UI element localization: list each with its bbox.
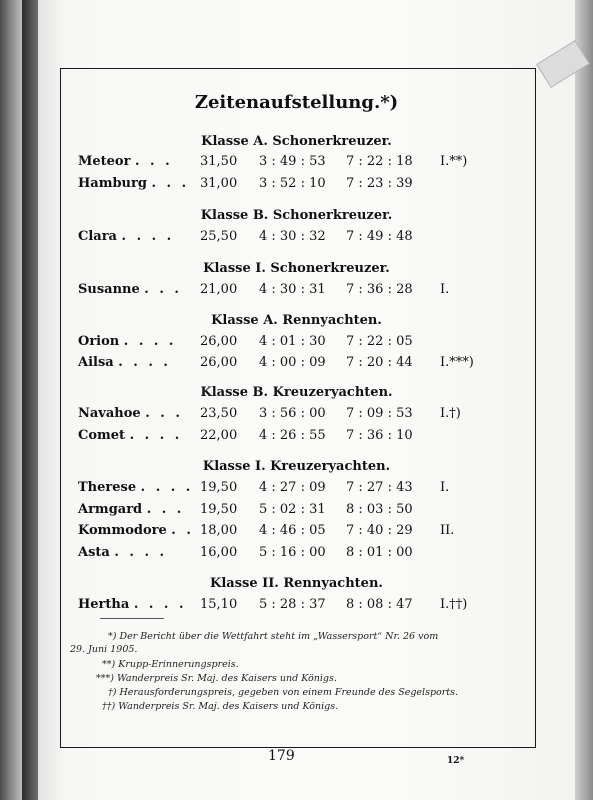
time-1: 4 : 27 : 09: [259, 480, 326, 495]
footnote: **) Krupp-Erinnerungspreis.: [102, 659, 239, 670]
time-1: 3 : 56 : 00: [259, 406, 326, 421]
yacht-name: Asta . . . .: [78, 545, 168, 560]
section-heading: Klasse A. Rennyachten.: [211, 313, 382, 328]
section-heading: Klasse B. Kreuzeryachten.: [200, 385, 393, 400]
table-row: [0, 428, 593, 446]
prize: I.***): [440, 355, 474, 370]
prize: I.: [440, 282, 450, 297]
time-1: 4 : 00 : 09: [259, 355, 326, 370]
table-row: [0, 545, 593, 563]
prize: I.†): [440, 406, 461, 421]
table-row: [0, 229, 593, 247]
footnote: †) Herausforderungspreis, gegeben von einem Freunde des Segelsports.: [108, 687, 459, 698]
book-spine: [22, 0, 38, 800]
time-2: 7 : 09 : 53: [346, 406, 413, 421]
yacht-name: Therese . . . .: [78, 480, 194, 495]
yacht-name: Kommodore . .: [78, 523, 194, 538]
time-1: 4 : 26 : 55: [259, 428, 326, 443]
prize: I.**): [440, 154, 468, 169]
section-heading: Klasse B. Schonerkreuzer.: [200, 208, 393, 223]
points: 15,10: [200, 597, 238, 612]
time-2: 7 : 23 : 39: [346, 176, 413, 191]
section-heading: Klasse I. Schonerkreuzer.: [203, 261, 390, 276]
table-row: [0, 282, 593, 300]
time-2: 7 : 36 : 10: [346, 428, 413, 443]
time-2: 7 : 36 : 28: [346, 282, 413, 297]
yacht-name: Clara . . . .: [78, 229, 175, 244]
time-1: 3 : 49 : 53: [259, 154, 326, 169]
time-1: 4 : 46 : 05: [259, 523, 326, 538]
yacht-name: Armgard . . .: [78, 502, 185, 517]
yacht-name: Meteor . . .: [78, 154, 173, 169]
footnote: ††) Wanderpreis Sr. Maj. des Kaisers und Königs.: [102, 701, 339, 712]
points: 16,00: [200, 545, 238, 560]
points: 26,00: [200, 355, 238, 370]
points: 31,50: [200, 154, 238, 169]
table-row: [0, 154, 593, 172]
footnote: ***) Wanderpreis Sr. Maj. des Kaisers und Königs.: [96, 673, 337, 684]
page-number: 179: [268, 748, 295, 764]
time-1: 4 : 30 : 31: [259, 282, 326, 297]
page-title: Zeitenaufstellung.*): [194, 92, 399, 113]
time-2: 7 : 27 : 43: [346, 480, 413, 495]
table-row: [0, 406, 593, 424]
points: 25,50: [200, 229, 238, 244]
points: 23,50: [200, 406, 238, 421]
yacht-name: Navahoe . . .: [78, 406, 183, 421]
prize: II.: [440, 523, 455, 538]
time-2: 8 : 01 : 00: [346, 545, 413, 560]
section-heading: Klasse I. Kreuzeryachten.: [202, 459, 391, 474]
time-2: 7 : 20 : 44: [346, 355, 413, 370]
table-row: [0, 176, 593, 194]
footnote-continuation: 29. Juni 1905.: [70, 644, 138, 655]
time-1: 3 : 52 : 10: [259, 176, 326, 191]
yacht-name: Ailsa . . . .: [78, 355, 171, 370]
time-2: 7 : 22 : 18: [346, 154, 413, 169]
time-1: 5 : 28 : 37: [259, 597, 326, 612]
time-2: 7 : 22 : 05: [346, 334, 413, 349]
yacht-name: Hertha . . . .: [78, 597, 187, 612]
points: 22,00: [200, 428, 238, 443]
time-2: 8 : 08 : 47: [346, 597, 413, 612]
points: 31,00: [200, 176, 238, 191]
time-1: 4 : 30 : 32: [259, 229, 326, 244]
time-2: 7 : 40 : 29: [346, 523, 413, 538]
table-row: [0, 597, 593, 615]
points: 19,50: [200, 480, 238, 495]
points: 18,00: [200, 523, 238, 538]
prize: I.††): [440, 597, 468, 612]
left-page-edge: [0, 0, 22, 800]
section-heading: Klasse II. Rennyachten.: [210, 576, 383, 591]
points: 19,50: [200, 502, 238, 517]
table-row: [0, 502, 593, 520]
footnote-divider: [100, 618, 164, 619]
yacht-name: Orion . . . .: [78, 334, 177, 349]
table-row: [0, 480, 593, 498]
time-2: 8 : 03 : 50: [346, 502, 413, 517]
table-row: [0, 334, 593, 352]
time-2: 7 : 49 : 48: [346, 229, 413, 244]
yacht-name: Susanne . . .: [78, 282, 182, 297]
prize: I.: [440, 480, 450, 495]
points: 21,00: [200, 282, 238, 297]
time-1: 4 : 01 : 30: [259, 334, 326, 349]
footnote: *) Der Bericht über die Wettfahrt steht im „Wassersport“ Nr. 26 vom: [108, 631, 439, 642]
section-heading: Klasse A. Schonerkreuzer.: [201, 134, 392, 149]
table-row: [0, 523, 593, 541]
points: 26,00: [200, 334, 238, 349]
yacht-name: Comet . . . .: [78, 428, 183, 443]
time-1: 5 : 02 : 31: [259, 502, 326, 517]
signature-mark: 12*: [447, 756, 465, 766]
time-1: 5 : 16 : 00: [259, 545, 326, 560]
table-row: [0, 355, 593, 373]
right-page-edge: [575, 0, 593, 800]
yacht-name: Hamburg . . .: [78, 176, 190, 191]
